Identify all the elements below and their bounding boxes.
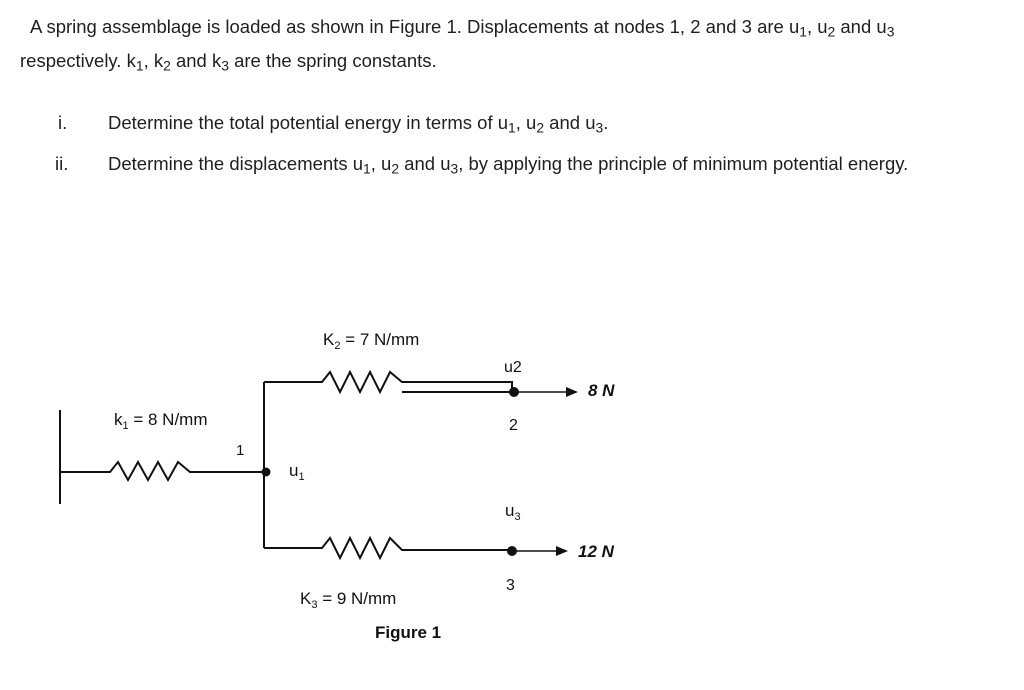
question-number: ii. [55, 153, 69, 174]
question-text: Determine the total potential energy in terms of $u_1$, $u_2$ and $u_3$. [108, 112, 609, 136]
force-3-arrowhead [556, 546, 568, 556]
force-2-arrowhead [566, 387, 578, 397]
k1-label: $k_1 = 8$ N/mm [114, 410, 208, 432]
k3-label: $K_3 = 9$ N/mm [300, 589, 397, 611]
spring-k2 [264, 372, 512, 392]
spring-k1 [60, 462, 265, 480]
node-1-label: 1 [236, 442, 245, 459]
u2-label: u2 [504, 359, 522, 376]
node-3-label: 3 [506, 577, 515, 594]
question-text: Determine the displacements $u_1$, $u_2$ and $u_3$, by applying the principle of minimum potential energy. [108, 153, 909, 177]
u1-label: $u_1$ [289, 461, 305, 483]
force-3-label: 12 N [578, 542, 614, 561]
node-1-dot [262, 468, 271, 477]
k2-label: $K_2 = 7$ N/mm [323, 330, 420, 352]
spring-k3 [264, 538, 512, 558]
force-2-label: 8 N [588, 381, 615, 400]
node-2-label: 2 [509, 417, 518, 434]
figure-caption: Figure 1 [375, 623, 442, 642]
problem-statement: A spring assemblage is loaded as shown in Figure 1. Displacements at nodes 1, 2 and 3 are $u_1$, $u_2$ and $u_3$ respectively. $k_1$, $k_2$ and $k_3$ are the spring constants. [20, 16, 895, 74]
question-number: i. [58, 112, 68, 133]
u3-label: $u_3$ [505, 501, 521, 523]
